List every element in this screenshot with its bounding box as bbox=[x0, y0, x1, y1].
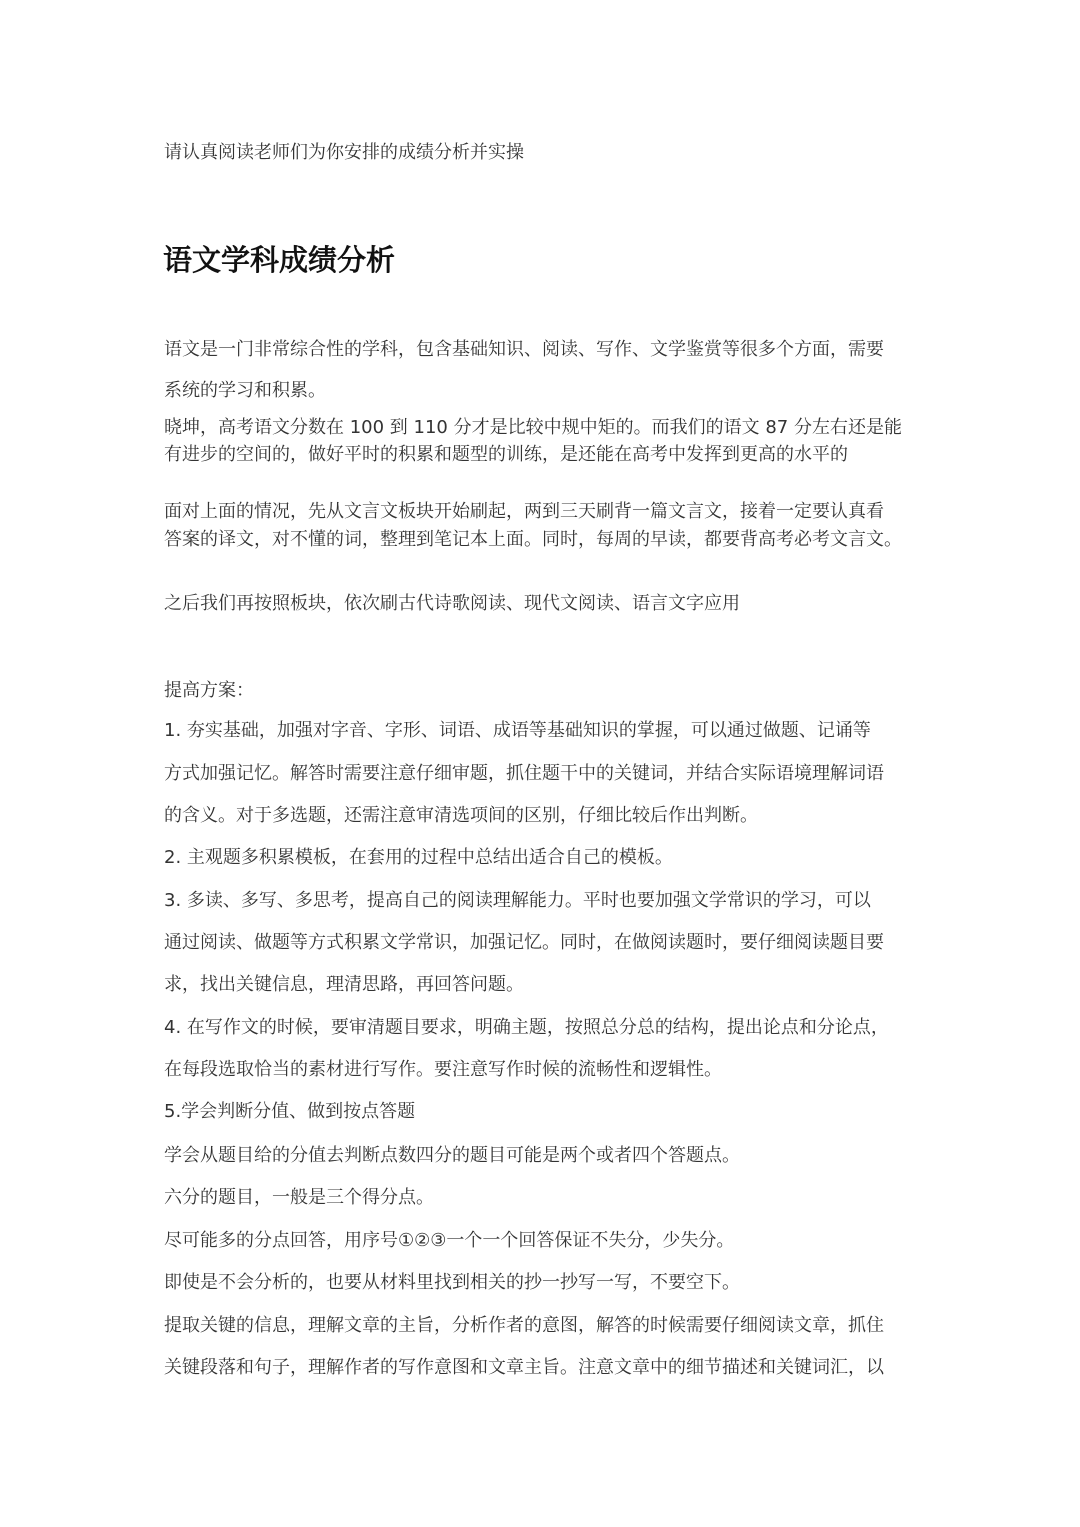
plan-item-line: 1. 夯实基础，加强对字音、字形、词语、成语等基础知识的掌握，可以通过做题、记诵等 bbox=[164, 720, 871, 741]
paragraph-line: 面对上面的情况，先从文言文板块开始刷起，两到三天刷背一篇文言文，接着一定要认真看 bbox=[164, 501, 884, 522]
plan-item-line: 六分的题目，一般是三个得分点。 bbox=[164, 1187, 434, 1208]
plan-item-line: 3. 多读、多写、多思考，提高自己的阅读理解能力。平时也要加强文学常识的学习，可以 bbox=[164, 890, 871, 911]
plan-item-line: 4. 在写作文的时候，要审清题目要求，明确主题，按照总分总的结构，提出论点和分论点， bbox=[164, 1017, 889, 1038]
plan-item-line: 提取关键的信息，理解文章的主旨，分析作者的意图，解答的时候需要仔细阅读文章，抓住 bbox=[164, 1315, 884, 1336]
plan-item-line: 学会从题目给的分值去判断点数四分的题目可能是两个或者四个答题点。 bbox=[164, 1145, 740, 1166]
plan-item-title: 5.学会判断分值、做到按点答题 bbox=[164, 1101, 416, 1122]
plan-item-line: 通过阅读、做题等方式积累文学常识，加强记忆。同时，在做阅读题时，要仔细阅读题目要 bbox=[164, 932, 884, 953]
page-title: 语文学科成绩分析 bbox=[163, 243, 396, 277]
plan-item-line: 即使是不会分析的，也要从材料里找到相关的抄一抄写一写，不要空下。 bbox=[164, 1272, 740, 1293]
intro-text: 请认真阅读老师们为你安排的成绩分析并实操 bbox=[164, 142, 524, 163]
plan-item-line: 在每段选取恰当的素材进行写作。要注意写作时候的流畅性和逻辑性。 bbox=[164, 1059, 722, 1080]
paragraph-line: 之后我们再按照板块，依次刷古代诗歌阅读、现代文阅读、语言文字应用 bbox=[164, 593, 740, 614]
plan-item-line: 求，找出关键信息，理清思路，再回答问题。 bbox=[164, 974, 524, 995]
paragraph-line: 晓坤，高考语文分数在 100 到 110 分才是比较中规中矩的。而我们的语文 87 分左右还是能 bbox=[164, 417, 902, 438]
paragraph-line: 语文是一门非常综合性的学科，包含基础知识、阅读、写作、文学鉴赏等很多个方面，需要 bbox=[164, 339, 884, 360]
plan-item-line: 尽可能多的分点回答，用序号①②③一个一个回答保证不失分，少失分。 bbox=[164, 1230, 735, 1251]
plan-item-line: 关键段落和句子，理解作者的写作意图和文章主旨。注意文章中的细节描述和关键词汇，以 bbox=[164, 1357, 884, 1378]
plan-item-line: 方式加强记忆。解答时需要注意仔细审题，抓住题干中的关键词，并结合实际语境理解词语 bbox=[164, 763, 884, 784]
plan-label: 提高方案： bbox=[164, 680, 254, 701]
plan-item-line: 的含义。对于多选题，还需注意审清选项间的区别，仔细比较后作出判断。 bbox=[164, 805, 758, 826]
paragraph-line: 系统的学习和积累。 bbox=[164, 380, 326, 401]
plan-item-line: 2. 主观题多积累模板，在套用的过程中总结出适合自己的模板。 bbox=[164, 847, 673, 868]
paragraph-line: 答案的译文，对不懂的词，整理到笔记本上面。同时，每周的早读，都要背高考必考文言文。 bbox=[164, 529, 902, 550]
paragraph-line: 有进步的空间的，做好平时的积累和题型的训练，是还能在高考中发挥到更高的水平的 bbox=[164, 444, 848, 465]
